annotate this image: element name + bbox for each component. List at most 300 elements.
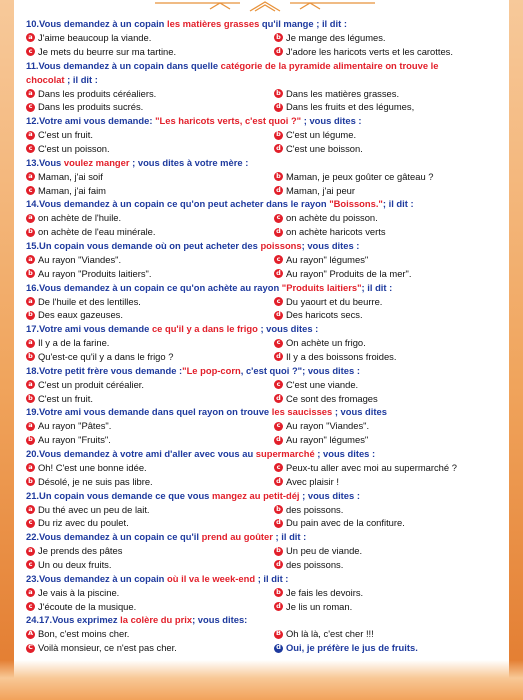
question-text <box>26 281 498 295</box>
question-number: 10. <box>26 18 40 29</box>
answer-option[interactable] <box>274 31 498 45</box>
option-marker-icon: c <box>26 186 35 195</box>
option-marker-icon: d <box>274 311 283 320</box>
option-marker-icon: a <box>26 505 35 514</box>
answer-option[interactable] <box>274 87 498 101</box>
option-text: J'adore les haricots verts et les carottes. <box>286 45 453 57</box>
question-keyword: catégorie de la pyramide alimentaire on trouve le <box>220 59 439 71</box>
option-marker-icon: d <box>274 394 283 403</box>
option-marker-icon: d <box>274 560 283 569</box>
option-marker-icon: c <box>274 255 283 264</box>
question-block <box>26 530 498 572</box>
answer-option[interactable] <box>26 600 274 614</box>
option-row <box>26 267 498 281</box>
option-text: Dans les matières grasses. <box>286 87 400 99</box>
option-row <box>26 211 498 225</box>
answer-option[interactable] <box>274 295 498 309</box>
question-segment: ; vous dites <box>332 406 387 418</box>
option-row <box>26 433 498 447</box>
option-marker-icon: c <box>26 560 35 569</box>
question-number: 24.17. <box>26 614 53 626</box>
option-row <box>26 45 498 59</box>
option-text: Du riz avec du poulet. <box>38 517 129 529</box>
option-row <box>26 350 498 364</box>
question-text <box>26 405 498 419</box>
option-text: Je fais les devoirs. <box>286 586 364 598</box>
option-marker-icon: a <box>26 463 35 472</box>
question-text-continued <box>26 73 498 87</box>
question-block <box>26 364 498 406</box>
question-segment: ; vous dites: <box>192 614 248 626</box>
question-text <box>26 447 498 461</box>
answer-option[interactable] <box>26 184 274 198</box>
questions-list <box>26 17 498 655</box>
question-keyword: "Boissons." <box>329 198 383 210</box>
option-text: Dans les produits sucrés. <box>38 101 144 113</box>
answer-option[interactable] <box>26 433 274 447</box>
question-text <box>26 530 498 544</box>
option-marker-icon: b <box>26 228 35 237</box>
answer-option[interactable] <box>26 45 274 59</box>
option-marker-icon: d <box>274 602 283 611</box>
question-segment: Vous demandez à un copain <box>39 18 168 29</box>
answer-option[interactable] <box>26 516 274 530</box>
option-marker-icon: b <box>26 436 35 445</box>
answer-option[interactable] <box>274 641 498 655</box>
question-segment: ; il dit : <box>64 73 98 85</box>
question-keyword: "Produits laitiers" <box>281 281 362 293</box>
option-text: on achète de l'eau minérale. <box>38 226 156 238</box>
question-block <box>26 197 498 239</box>
question-text <box>26 17 498 31</box>
answer-option[interactable] <box>26 503 274 517</box>
question-text <box>26 572 498 586</box>
option-text: Un peu de viande. <box>286 545 363 557</box>
option-text: De l'huile et des lentilles. <box>38 295 141 307</box>
option-text: on achète haricots verts <box>286 226 386 238</box>
answer-option[interactable] <box>274 419 498 433</box>
option-marker-icon: a <box>26 547 35 556</box>
question-block <box>26 114 498 156</box>
question-block <box>26 239 498 281</box>
option-text: Avec plaisir ! <box>286 475 339 487</box>
option-marker-icon: c <box>26 602 35 611</box>
left-decorative-border <box>0 0 14 700</box>
question-segment: ; vous dites à votre mère : <box>129 156 249 168</box>
answer-option[interactable] <box>26 211 274 225</box>
answer-option[interactable] <box>26 544 274 558</box>
option-text: Je prends des pâtes <box>38 545 123 557</box>
option-row <box>26 170 498 184</box>
question-keyword: "Le pop-corn <box>182 364 241 376</box>
question-number: 12. <box>26 115 40 127</box>
answer-option[interactable] <box>274 170 498 184</box>
option-text: Oh là là, c'est cher !!! <box>286 628 374 640</box>
option-text: Je lis un roman. <box>286 600 353 612</box>
question-number: 14. <box>26 198 40 210</box>
answer-option[interactable] <box>274 558 498 572</box>
option-text: C'est un fruit. <box>38 392 93 404</box>
answer-option[interactable] <box>26 336 274 350</box>
option-text: C'est un produit céréalier. <box>38 378 145 390</box>
option-text: des poissons. <box>286 558 344 570</box>
answer-option[interactable] <box>274 211 498 225</box>
question-text <box>26 114 498 128</box>
option-text: Maman, j'ai soif <box>38 170 103 182</box>
option-row <box>26 253 498 267</box>
answer-option[interactable] <box>274 378 498 392</box>
option-text: on achète du poisson. <box>286 212 378 224</box>
answer-option[interactable] <box>26 378 274 392</box>
option-text: Du yaourt et du beurre. <box>286 295 383 307</box>
option-marker-icon: a <box>26 131 35 140</box>
option-marker-icon: b <box>274 33 283 42</box>
question-segment: ; il dit : <box>382 198 414 210</box>
answer-option[interactable] <box>274 100 498 114</box>
option-marker-icon: B <box>274 630 283 639</box>
question-segment: Vous demandez à un copain dans quelle <box>38 59 221 71</box>
answer-option[interactable] <box>26 475 274 489</box>
option-marker-icon: c <box>274 463 283 472</box>
option-row <box>26 641 498 655</box>
question-number: 18. <box>26 364 40 376</box>
option-text: Je mets du beurre sur ma tartine. <box>38 45 177 57</box>
answer-option[interactable] <box>26 225 274 239</box>
answer-option[interactable] <box>274 267 498 281</box>
option-text: Je vais à la piscine. <box>38 586 120 598</box>
option-row <box>26 586 498 600</box>
answer-option[interactable] <box>26 419 274 433</box>
answer-option[interactable] <box>26 392 274 406</box>
question-keyword: les matières grasses <box>167 18 260 29</box>
question-number: 16. <box>26 281 40 293</box>
option-marker-icon: a <box>26 255 35 264</box>
option-marker-icon: a <box>26 380 35 389</box>
question-keyword: la colère du prix <box>120 614 193 626</box>
option-marker-icon: a <box>26 297 35 306</box>
answer-option[interactable] <box>26 128 274 142</box>
answer-option[interactable] <box>26 87 274 101</box>
question-segment: Votre ami vous demande <box>39 323 152 335</box>
option-text: Bon, c'est moins cher. <box>38 628 130 640</box>
question-segment: Vous demandez à un copain ce qu'on peut acheter dans le rayon <box>39 198 330 210</box>
option-text: Des haricots secs. <box>286 309 363 321</box>
option-marker-icon: c <box>26 103 35 112</box>
question-segment: Vous demandez à un copain ce qu'on achète au rayon <box>39 281 282 293</box>
question-keyword: poissons <box>260 239 302 251</box>
question-number: 21. <box>26 489 40 501</box>
option-text: Maman, je peux goûter ce gâteau ? <box>286 170 434 182</box>
question-block <box>26 59 498 115</box>
answer-option[interactable] <box>274 586 498 600</box>
question-block <box>26 447 498 489</box>
question-segment: ; il dit : <box>255 572 289 584</box>
question-segment: ; il dit : <box>361 281 393 293</box>
option-text: Peux-tu aller avec moi au supermarché ? <box>286 461 457 473</box>
option-text: Dans les produits céréaliers. <box>38 87 157 99</box>
question-text <box>26 613 498 627</box>
question-keyword: supermarché <box>255 447 315 459</box>
option-text: C'est un fruit. <box>38 129 93 141</box>
option-text: Il y a des boissons froides. <box>286 350 397 362</box>
bottom-decorative-gradient <box>0 660 523 700</box>
option-text: J'écoute de la musique. <box>38 600 137 612</box>
option-marker-icon: d <box>274 436 283 445</box>
option-row <box>26 461 498 475</box>
option-text: des poissons. <box>286 503 344 515</box>
question-segment: Vous demandez à un copain <box>39 572 168 584</box>
question-block <box>26 281 498 323</box>
option-text: Au rayon "Pâtes". <box>38 420 112 432</box>
answer-option[interactable] <box>274 544 498 558</box>
question-number: 19. <box>26 406 40 418</box>
question-block <box>26 156 498 198</box>
question-segment: Vous demandez à votre ami d'aller avec vous au <box>39 447 256 459</box>
option-text: Un ou deux fruits. <box>38 558 112 570</box>
question-segment: ; vous dites : <box>301 115 362 127</box>
answer-option[interactable] <box>26 308 274 322</box>
option-text: C'est une viande. <box>286 378 359 390</box>
question-segment: Votre ami vous demande: <box>39 115 156 127</box>
question-keyword: "Les haricots verts, c'est quoi ?" <box>155 115 302 127</box>
option-text: Il y a de la farine. <box>38 337 110 349</box>
question-segment: Vous exprimez <box>52 614 121 626</box>
option-text: Qu'est-ce qu'il y a dans le frigo ? <box>38 350 174 362</box>
top-ornament-icon <box>150 0 380 14</box>
option-marker-icon: d <box>274 519 283 528</box>
question-text <box>26 59 498 73</box>
answer-option[interactable] <box>26 142 274 156</box>
answer-option[interactable] <box>274 142 498 156</box>
option-marker-icon: a <box>26 172 35 181</box>
answer-option[interactable] <box>274 350 498 364</box>
option-text: Au rayon "Viandes". <box>286 420 370 432</box>
option-marker-icon: a <box>26 422 35 431</box>
option-text: J'aime beaucoup la viande. <box>38 32 152 43</box>
option-row <box>26 503 498 517</box>
question-block <box>26 572 498 614</box>
question-keyword: voulez manger <box>63 156 130 168</box>
question-segment: qu'il mange ; il dit : <box>259 18 347 29</box>
option-text: Au rayon" légumes" <box>286 434 369 446</box>
option-marker-icon: b <box>26 352 35 361</box>
option-text: Du thé avec un peu de lait. <box>38 503 150 515</box>
question-text <box>26 489 498 503</box>
option-marker-icon: d <box>274 47 283 56</box>
option-row <box>26 31 498 45</box>
option-row <box>26 627 498 641</box>
option-marker-icon: c <box>274 339 283 348</box>
answer-option[interactable] <box>274 253 498 267</box>
option-marker-icon: b <box>26 477 35 486</box>
option-text: Oui, je préfère le jus de fruits. <box>286 642 418 654</box>
question-number: 22. <box>26 531 40 543</box>
option-marker-icon: c <box>26 144 35 153</box>
option-row <box>26 378 498 392</box>
option-text: Au rayon" légumes" <box>286 253 369 265</box>
question-segment: ; vous dites : <box>301 239 360 251</box>
question-segment: Un copain vous demande où on peut acheter des <box>39 239 261 251</box>
question-keyword: les saucisses <box>271 406 333 418</box>
option-text: On achète un frigo. <box>286 337 366 349</box>
option-marker-icon: b <box>274 89 283 98</box>
option-row <box>26 308 498 322</box>
option-text: Des eaux gazeuses. <box>38 309 123 321</box>
question-segment: ; il dit : <box>272 531 307 543</box>
answer-option[interactable] <box>274 516 498 530</box>
option-marker-icon: a <box>26 339 35 348</box>
option-marker-icon: a <box>26 588 35 597</box>
right-decorative-border <box>509 0 523 700</box>
question-text <box>26 156 498 170</box>
option-marker-icon: c <box>274 380 283 389</box>
question-number: 11. <box>26 59 39 71</box>
option-row <box>26 336 498 350</box>
answer-option[interactable] <box>26 170 274 184</box>
option-text: on achète de l'huile. <box>38 212 122 224</box>
option-marker-icon: d <box>274 103 283 112</box>
answer-option[interactable] <box>274 45 498 59</box>
option-marker-icon: c <box>274 214 283 223</box>
answer-option[interactable] <box>274 225 498 239</box>
question-block <box>26 17 498 59</box>
answer-option[interactable] <box>274 184 498 198</box>
option-text: C'est un poisson. <box>38 142 110 154</box>
answer-option[interactable] <box>26 100 274 114</box>
question-keyword: où il va le week-end <box>167 572 256 584</box>
option-marker-icon: b <box>274 547 283 556</box>
option-marker-icon: c <box>26 47 35 56</box>
answer-option[interactable] <box>274 433 498 447</box>
option-row <box>26 87 498 101</box>
question-segment: Votre petit frère vous demande : <box>39 364 183 376</box>
option-text: Ce sont des fromages <box>286 392 378 404</box>
question-keyword: mangez au petit-déj <box>212 489 300 501</box>
answer-option[interactable] <box>274 128 498 142</box>
question-keyword: prend au goûter <box>201 531 273 543</box>
answer-option[interactable] <box>274 503 498 517</box>
question-segment: ; vous dites : <box>257 323 319 335</box>
question-block <box>26 405 498 447</box>
question-segment: Votre ami vous demande dans quel rayon on trouve <box>39 406 272 418</box>
answer-option[interactable] <box>26 586 274 600</box>
option-row <box>26 225 498 239</box>
answer-option[interactable] <box>26 461 274 475</box>
question-block <box>26 613 498 655</box>
answer-option[interactable] <box>26 253 274 267</box>
answer-option[interactable] <box>26 558 274 572</box>
answer-option[interactable] <box>26 267 274 281</box>
answer-option[interactable] <box>274 600 498 614</box>
question-number: 20. <box>26 447 40 459</box>
question-segment: Vous <box>39 156 64 168</box>
option-marker-icon: b <box>26 311 35 320</box>
question-number: 23. <box>26 572 40 584</box>
question-segment: Vous demandez à un copain ce qu'il <box>39 531 202 543</box>
answer-option[interactable] <box>26 295 274 309</box>
option-row <box>26 475 498 489</box>
option-marker-icon: d <box>274 352 283 361</box>
option-marker-icon: a <box>26 33 35 42</box>
option-marker-icon: d <box>274 186 283 195</box>
question-number: 17. <box>26 323 40 335</box>
answer-option[interactable] <box>26 350 274 364</box>
option-text: Au rayon "Fruits". <box>38 434 111 446</box>
question-segment: Un copain vous demande ce que vous <box>39 489 213 501</box>
option-text: Désolé, je ne suis pas libre. <box>38 475 153 487</box>
option-text: Oh! C'est une bonne idée. <box>38 461 147 473</box>
option-row <box>26 142 498 156</box>
option-row <box>26 392 498 406</box>
question-text <box>26 197 498 211</box>
answer-option[interactable] <box>26 31 274 45</box>
option-text: Voilà monsieur, ce n'est pas cher. <box>38 642 177 654</box>
question-segment: ; vous dites : <box>299 489 360 501</box>
answer-option[interactable] <box>26 627 274 641</box>
answer-option[interactable] <box>274 336 498 350</box>
option-marker-icon: a <box>26 89 35 98</box>
answer-option[interactable] <box>26 641 274 655</box>
option-marker-icon: d <box>274 644 283 653</box>
option-row <box>26 295 498 309</box>
option-row <box>26 558 498 572</box>
answer-option[interactable] <box>274 475 498 489</box>
option-text: Dans les fruits et des légumes, <box>286 101 415 113</box>
option-marker-icon: b <box>274 131 283 140</box>
option-text: Au rayon "Viandes". <box>38 253 122 265</box>
option-marker-icon: b <box>26 394 35 403</box>
option-marker-icon: A <box>27 629 34 638</box>
option-marker-icon: d <box>274 477 283 486</box>
option-marker-icon: d <box>274 228 283 237</box>
question-text <box>26 239 498 253</box>
answer-option[interactable] <box>274 461 498 475</box>
answer-option[interactable] <box>274 392 498 406</box>
option-marker-icon: b <box>26 269 35 278</box>
option-text: Au rayon "Produits laitiers". <box>38 267 152 279</box>
option-row <box>26 100 498 114</box>
option-row <box>26 600 498 614</box>
question-block <box>26 489 498 531</box>
option-marker-icon: C <box>26 644 35 653</box>
question-number: 13. <box>26 156 40 168</box>
option-marker-icon: d <box>274 144 283 153</box>
question-keyword: chocolat <box>26 73 65 85</box>
option-text: Au rayon" Produits de la mer". <box>286 267 412 279</box>
question-text <box>26 364 498 378</box>
option-marker-icon: b <box>274 505 283 514</box>
question-number: 15. <box>26 239 40 251</box>
option-marker-icon: b <box>274 588 283 597</box>
option-text: C'est un légume. <box>286 129 357 141</box>
answer-option[interactable] <box>274 627 498 641</box>
option-text: Maman, j'ai peur <box>286 184 356 196</box>
question-block <box>26 322 498 364</box>
option-row <box>26 184 498 198</box>
option-marker-icon: b <box>274 172 283 181</box>
option-row <box>26 516 498 530</box>
option-text: Du pain avec de la confiture. <box>286 517 405 529</box>
question-keyword: ce qu'il y a dans le frigo <box>151 323 258 335</box>
option-row <box>26 544 498 558</box>
option-marker-icon: d <box>274 269 283 278</box>
option-marker-icon: a <box>26 214 35 223</box>
option-marker-icon: c <box>274 422 283 431</box>
option-row <box>26 128 498 142</box>
question-text <box>26 322 498 336</box>
answer-option[interactable] <box>274 308 498 322</box>
option-marker-icon: c <box>274 297 283 306</box>
